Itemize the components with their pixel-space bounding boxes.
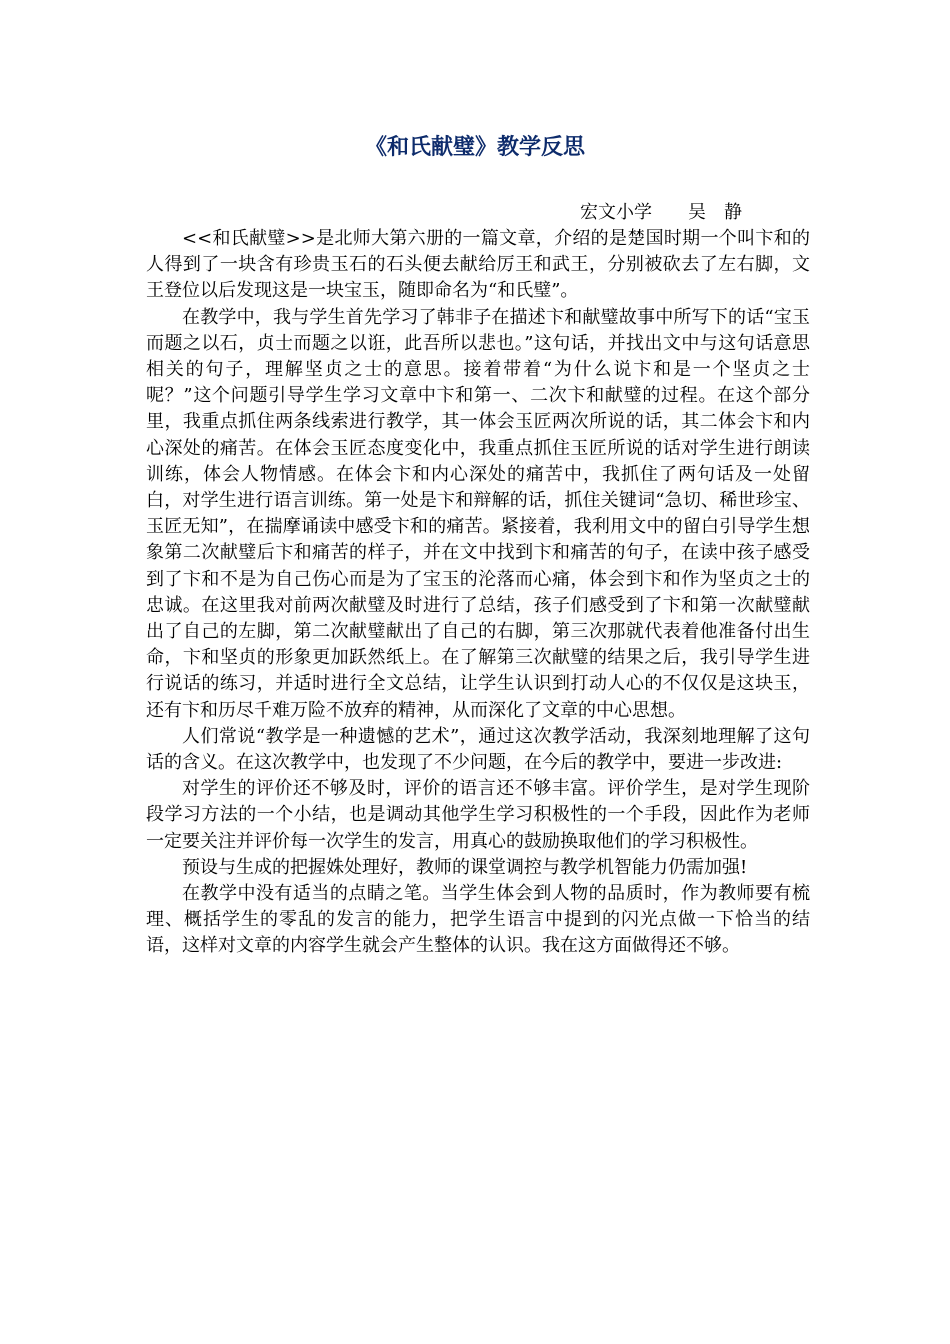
paragraph-issue-control: 预设与生成的把握姝处理好，教师的课堂调控与教学机智能力仍需加强! <box>182 856 748 878</box>
document-title: 《和氏献璧》教学反思 <box>364 135 585 160</box>
paragraph-reflection: 人们常说“教学是一种遗憾的艺术”，通过这次教学活动，我深刻地理解了这句话的含义。在这次教学中，也发现了不少问题，在今后的教学中，要进一步改进: <box>146 725 810 774</box>
paragraph-intro: <<和氏献璧>>是北师大第六册的一篇文章，介绍的是楚国时期一个叫卞和的人得到了一块含有珍贵玉石的石头便去献给厉王和武王，分别被砍去了左右脚，文王登位以后发现这是一块宝玉，随即命名为“和氏璧”。 <box>146 228 810 302</box>
paragraph-issue-evaluation: 对学生的评价还不够及时，评价的语言还不够丰富。评价学生，是对学生现阶段学习方法的一个小结，也是调动其他学生学习积极性的一个手段，因此作为老师一定要关注并评价每一次学生的发言，用真心的鼓励换取他们的学习积极性。 <box>146 778 810 852</box>
paragraph-issue-summary: 在教学中没有适当的点睛之笔。当学生体会到人物的品质时，作为教师要有梳理、概括学生的零乱的发言的能力，把学生语言中提到的闪光点做一下恰当的结语，这样对文章的内容学生就会产生整体的认识。我在这方面做得还不够。 <box>146 883 810 957</box>
author-byline: 宏文小学 吴 静 <box>580 202 742 223</box>
paragraph-teaching-process: 在教学中，我与学生首先学习了韩非子在描述卞和献璧故事中所写下的话“宝玉而题之以石，贞士而题之以诳，此吾所以悲也。”这句话，并找出文中与这句话意思相关的句子，理解坚贞之士的意思。接着带着“为什么说卞和是一个坚贞之士呢？”这个问题引导学生学习文章中卞和第一、二次卞和献璧的过程。在这个部分里，我重点抓住两条线索进行教学，其一体会玉匠两次所说的话，其二体会卞和内心深处的痛苦。在体会玉匠态度变化中，我重点抓住玉匠所说的话对学生进行朗读训练，体会人物情感。在体会卞和内心深处的痛苦中，我抓住了两句话及一处留白，对学生进行语言训练。第一处是卞和辩解的话，抓住关键词“急切、稀世珍宝、玉匠无知”，在揣摩诵读中感受卞和的痛苦。紧接着，我利用文中的留白引导学生想象第二次献璧后卞和痛苦的样子，并在文中找到卞和痛苦的句子，在读中孩子感受到了卞和不是为自己伤心而是为了宝玉的沦落而心痛，体会到卞和作为坚贞之士的忠诚。在这里我对前两次献璧及时进行了总结，孩子们感受到了卞和第一次献璧献出了自己的左脚，第二次献璧献出了自己的右脚，第三次那就代表着他准备付出生命，卞和坚贞的形象更加跃然纸上。在了解第三次献璧的结果之后，我引导学生进行说话的练习，并适时进行全文总结，让学生认识到打动人心的不仅仅是这块玉，还有卞和历尽千难万险不放弃的精神，从而深化了文章的中心思想。 <box>146 306 810 721</box>
document-body <box>146 226 810 960</box>
